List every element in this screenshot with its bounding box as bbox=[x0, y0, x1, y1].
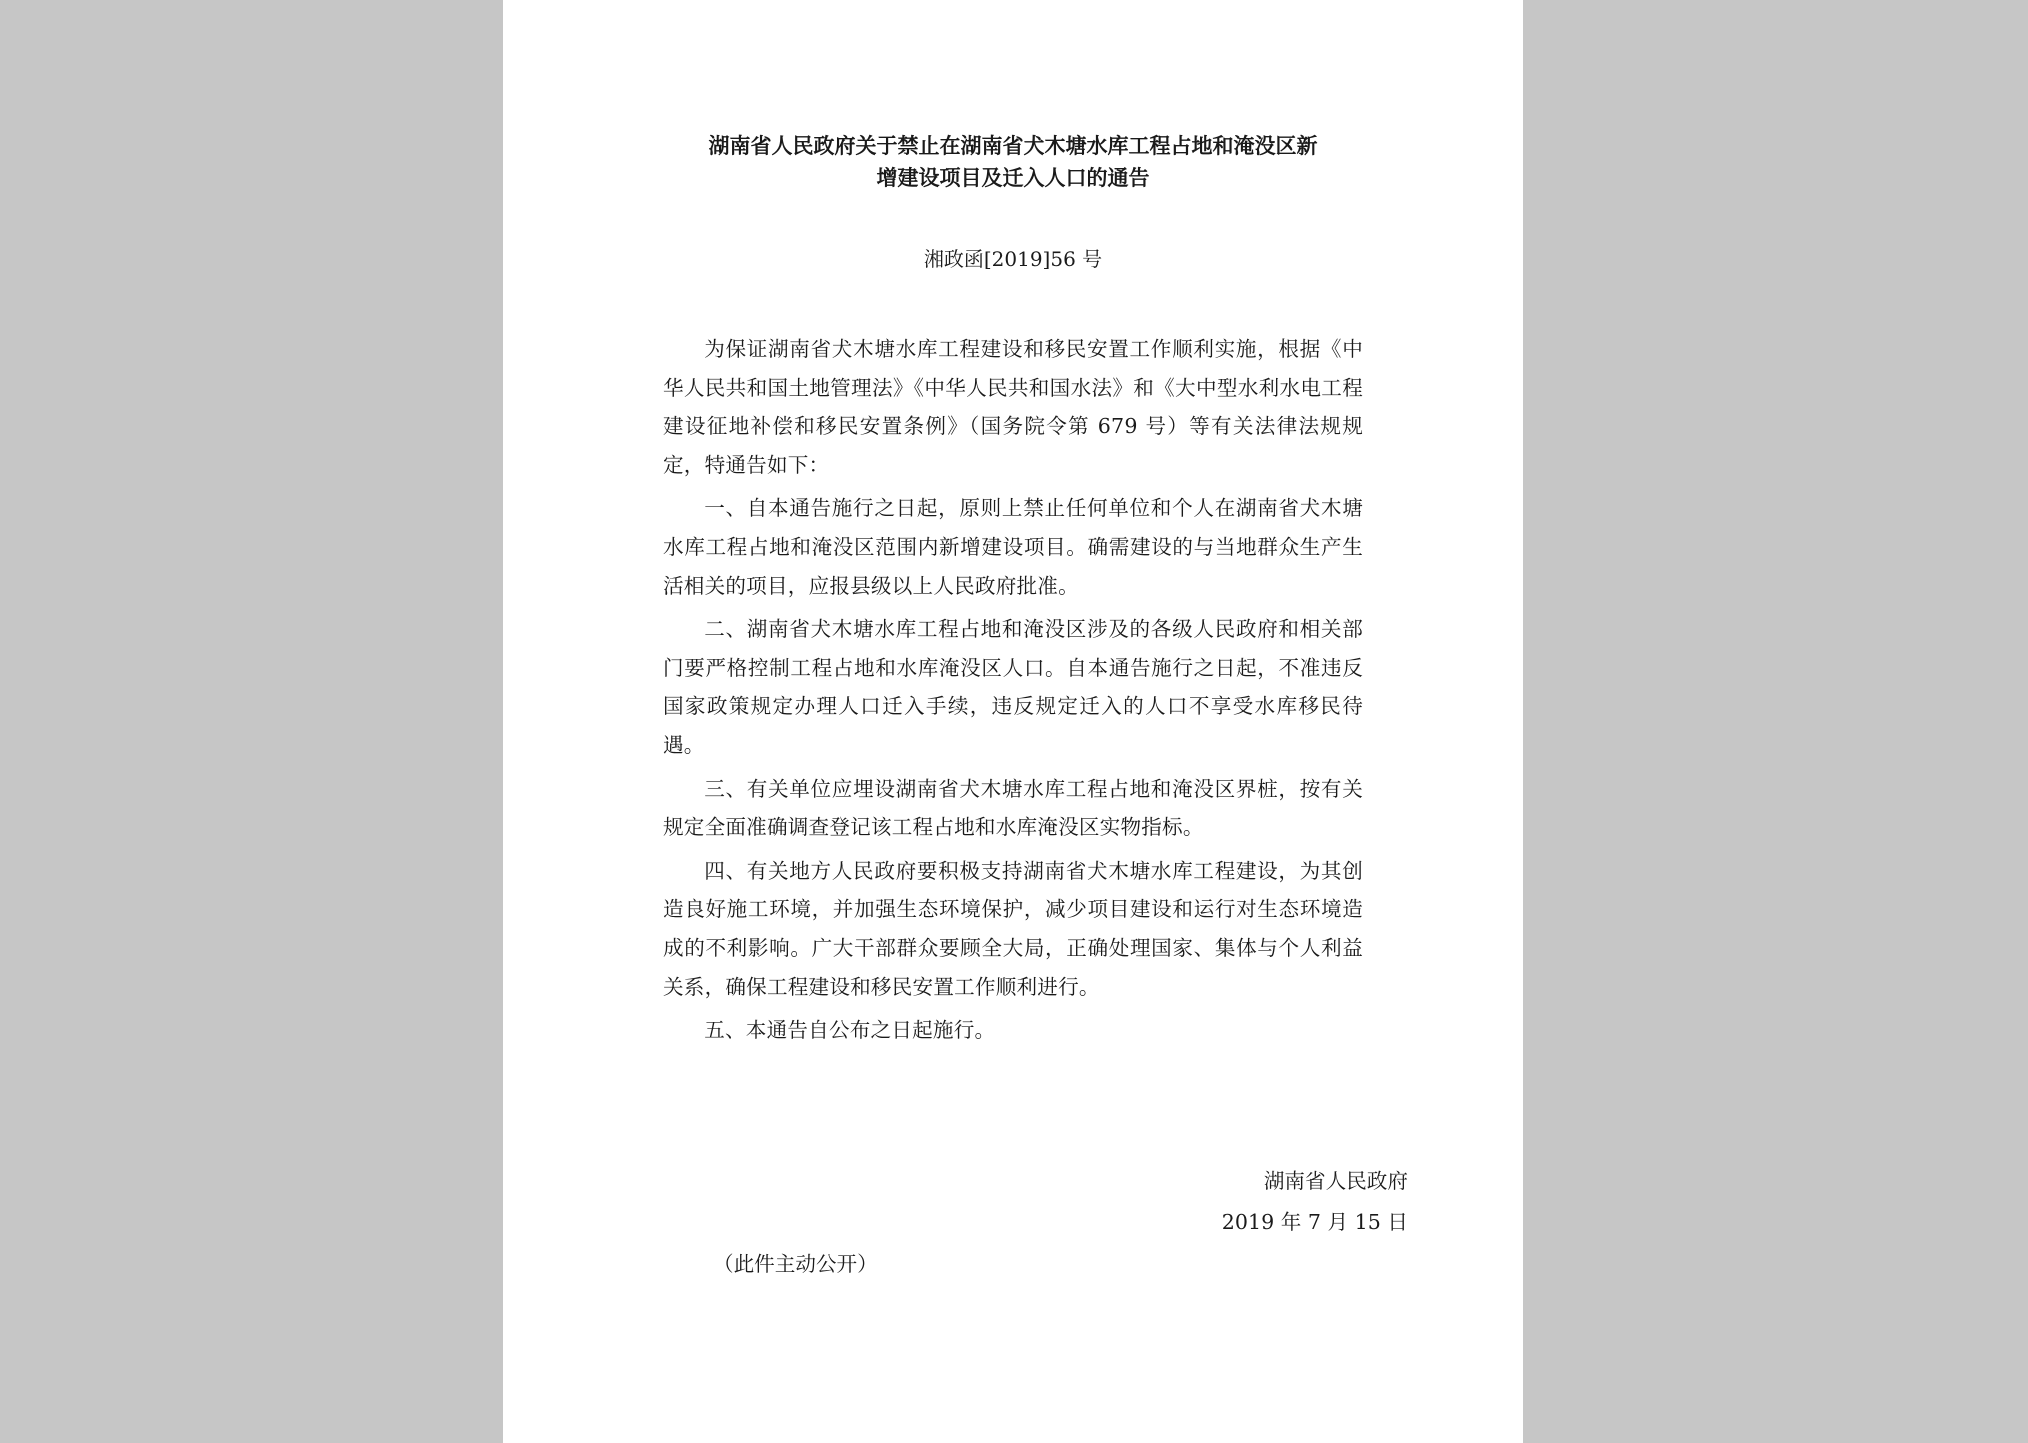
document-number: 湘政函[2019]56 号 bbox=[923, 247, 1103, 271]
document-title bbox=[663, 130, 1363, 194]
paragraph-item-1: 一、自本通告施行之日起，原则上禁止任何单位和个人在湖南省犬木塘水库工程占地和淹没区范围内新增建设项目。确需建设的与当地群众生产生活相关的项目，应报县级以上人民政府批准。 bbox=[663, 496, 1363, 598]
signature-date: 2019 年 7 月 15 日 bbox=[1221, 1210, 1408, 1234]
paragraph-item-3: 三、有关单位应埋设湖南省犬木塘水库工程占地和淹没区界桩，按有关规定全面准确调查登记该工程占地和水库淹没区实物指标。 bbox=[663, 776, 1363, 840]
paragraph-preamble: 为保证湖南省犬木塘水库工程建设和移民安置工作顺利实施，根据《中华人民共和国土地管理法》《中华人民共和国水法》和《大中型水利水电工程建设征地补偿和移民安置条例》（国务院令第 679 号）等有关法律法规规定，特通告如下： bbox=[663, 337, 1363, 477]
signature-organization: 湖南省人民政府 bbox=[1263, 1169, 1408, 1193]
disclosure-note: （此件主动公开） bbox=[713, 1252, 878, 1276]
paragraph-item-5: 五、本通告自公布之日起施行。 bbox=[704, 1018, 996, 1043]
document-title-line-1: 湖南省人民政府关于禁止在湖南省犬木塘水库工程占地和淹没区新 bbox=[708, 134, 1318, 158]
paragraph-item-4: 四、有关地方人民政府要积极支持湖南省犬木塘水库工程建设，为其创造良好施工环境，并加强生态环境保护，减少项目建设和运行对生态环境造成的不利影响。广大干部群众要顾全大局，正确处理国家、集体与个人利益关系，确保工程建设和移民安置工作顺利进行。 bbox=[663, 858, 1363, 999]
document-title-line-2: 增建设项目及迁入人口的通告 bbox=[876, 166, 1150, 190]
document-page bbox=[503, 0, 1523, 1443]
document-body bbox=[663, 330, 1363, 1055]
paragraph-item-2: 二、湖南省犬木塘水库工程占地和淹没区涉及的各级人民政府和相关部门要严格控制工程占地和水库淹没区人口。自本通告施行之日起，不准违反国家政策规定办理人口迁入手续，违反规定迁入的人口不享受水库移民待遇。 bbox=[663, 617, 1363, 757]
